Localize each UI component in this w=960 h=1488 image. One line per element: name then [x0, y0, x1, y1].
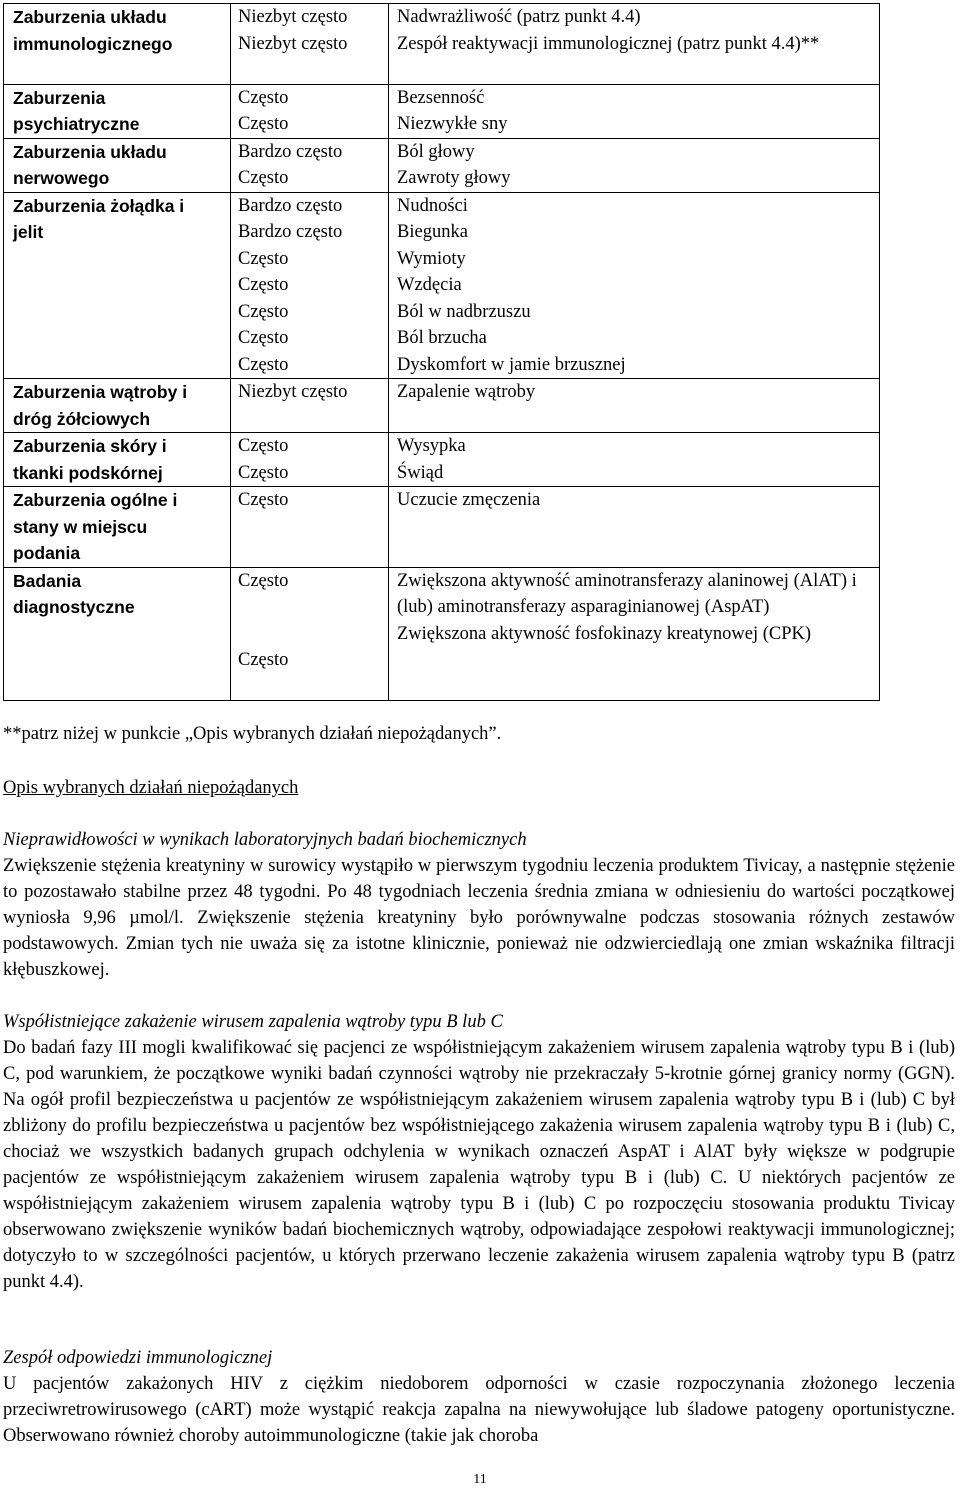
frequency-value: Często	[238, 114, 289, 134]
adverse-reaction-term: Niezwykłe sny	[397, 114, 508, 134]
table-row	[4, 567, 880, 701]
soc-line: psychiatryczne	[13, 114, 140, 134]
adverse-reaction-term: Uczucie zmęczenia	[397, 490, 541, 510]
paragraph: U pacjentów zakażonych HIV z ciężkim niedoborem odporności w czasie rozpoczynania złożonego leczenia przeciwretrowirusowego (cART) może wystąpić reakcja zapalna na niewywołujące lub śladowe patogeny oportunistyczne. Obserwowano również choroby autoimmunologiczne (takie jak choroba	[3, 1374, 955, 1446]
soc-line: Zaburzenia wątroby i	[13, 382, 188, 402]
table-row	[4, 192, 880, 379]
frequency-value: Niezbyt często	[238, 33, 348, 54]
frequency-value: Często	[238, 275, 289, 295]
soc-line: Zaburzenia żołądka i	[13, 195, 185, 216]
adverse-reaction-term: Wymioty	[397, 248, 466, 269]
adverse-reaction-term: Wysypka	[397, 436, 466, 456]
system-organ-class-cell	[4, 84, 231, 138]
soc-line: Zaburzenia układu	[13, 7, 167, 27]
frequency-cell	[231, 4, 389, 85]
soc-line: dróg żółciowych	[13, 408, 151, 429]
soc-line: Zaburzenia ogólne i	[13, 490, 178, 510]
frequency-cell	[231, 433, 389, 487]
adverse-reaction-term: Biegunka	[397, 222, 468, 242]
soc-line: podania	[13, 543, 81, 563]
adverse-reaction-term: Nadwrażliwość (patrz punkt 4.4)	[397, 7, 641, 27]
soc-line: Zaburzenia	[13, 87, 106, 108]
frequency-value: Często	[238, 570, 289, 591]
term-cell	[389, 433, 880, 487]
adverse-reaction-term: Zwiększona aktywność aminotransferazy alaninowej (AlAT) i (lub) aminotransferazy asparaginianowej (AspAT)	[397, 570, 857, 617]
soc-line: diagnostyczne	[13, 597, 135, 617]
term-cell	[389, 138, 880, 192]
soc-line: Zaburzenia układu	[13, 141, 167, 162]
table-row	[4, 138, 880, 192]
subsection-title: Nieprawidłowości w wynikach laboratoryjnych badań biochemicznych	[3, 830, 527, 850]
system-organ-class-cell	[4, 567, 231, 701]
table-row	[4, 379, 880, 433]
adverse-reaction-term: Wzdęcia	[397, 275, 462, 295]
frequency-value: Niezbyt często	[238, 7, 348, 27]
soc-line: nerwowego	[13, 168, 110, 188]
frequency-cell	[231, 84, 389, 138]
adverse-reaction-term: Ból w nadbrzuszu	[397, 301, 531, 322]
adverse-reaction-term: Zespół reaktywacji immunologicznej (patrz punkt 4.4)**	[397, 33, 820, 54]
table-row	[4, 433, 880, 487]
adverse-reaction-term: Zwiększona aktywność fosfokinazy kreatynowej (CPK)	[397, 623, 812, 644]
adverse-reaction-term: Zawroty głowy	[397, 168, 511, 188]
paragraph: Do badań fazy III mogli kwalifikować się pacjenci ze współistniejącym zakażeniem wirusem zapalenia wątroby typu B i (lub) C, pod warunkiem, że początkowe wyniki badań czynności wątroby nie przekraczały 5-krotnie górnej granicy normy (GGN). Na ogół profil bezpieczeństwa u pacjentów ze współistniejącym zakażeniem wirusem zapalenia wątroby typu B i (lub) C był zbliżony do profilu bezpieczeństwa u pacjentów bez współistniejącego zakażenia wirusem zapalenia wątroby typu B i (lub) C, chociaż we wszystkich badanych grupach odchylenia w wynikach oznaczeń AspAT i AlAT były większe w podgrupie pacjentów ze współistniejącym zakażeniem wirusem zapalenia wątroby typu B i (lub) C. U niektórych pacjentów ze współistniejącym zakażeniem wirusem zapalenia wątroby typu B i (lub) C po rozpoczęciu stosowania produktu Tivicay obserwowano zwiększenie wyników badań biochemicznych wątroby, odpowiadające zespołowi reaktywacji immunologicznej; dotyczyło to w szczególności pacjentów, u których przerwano leczenie zakażenia wirusem zapalenia wątroby typu B (patrz punkt 4.4).	[3, 1038, 955, 1292]
soc-line: tkanki podskórnej	[13, 462, 163, 483]
frequency-value: Bardzo często	[238, 141, 343, 162]
subsection-title: Współistniejące zakażenie wirusem zapalenia wątroby typu B lub C	[3, 1012, 503, 1032]
frequency-value: Często	[238, 301, 289, 322]
frequency-value: Często	[238, 328, 289, 348]
frequency-cell	[231, 192, 389, 379]
adverse-reaction-term: Ból głowy	[397, 141, 475, 162]
frequency-cell	[231, 138, 389, 192]
soc-line: stany w miejscu	[13, 516, 148, 537]
term-cell	[389, 567, 880, 701]
paragraph: Zwiększenie stężenia kreatyniny w surowicy wystąpiło w pierwszym tygodniu leczenia produktem Tivicay, a następnie stężenie to pozostawało stabilne przez 48 tygodni. Po 48 tygodniach leczenia średnia zmiana w odniesieniu do wartości początkowej wyniosła 9,96 µmol/l. Zwiększenie stężenia kreatyniny było porównywalne podczas stosowania różnych zestawów podstawowych. Zmian tych nie uważa się za istotne klinicznie, ponieważ nie odzwierciedlają one zmian wskaźnika filtracji kłębuszkowej.	[3, 856, 955, 980]
table-row	[4, 84, 880, 138]
immune-reconstitution-section	[3, 1345, 955, 1449]
frequency-value: Często	[238, 168, 289, 188]
section-heading: Opis wybranych działań niepożądanych	[3, 778, 299, 798]
adverse-reaction-term: Dyskomfort w jamie brzusznej	[397, 354, 626, 375]
adverse-reaction-term: Zapalenie wątroby	[397, 382, 536, 402]
system-organ-class-cell	[4, 192, 231, 379]
frequency-value: Często	[238, 490, 289, 510]
adverse-reaction-term: Ból brzucha	[397, 328, 487, 348]
frequency-value: Bardzo często	[238, 195, 343, 216]
table-row	[4, 487, 880, 568]
lab-abnormalities-section	[3, 827, 955, 983]
frequency-cell	[231, 379, 389, 433]
frequency-cell	[231, 487, 389, 568]
system-organ-class-cell	[4, 379, 231, 433]
frequency-value: Bardzo często	[238, 222, 343, 242]
frequency-value: Niezbyt często	[238, 382, 348, 402]
table-row	[4, 4, 880, 85]
term-cell	[389, 4, 880, 85]
system-organ-class-cell	[4, 433, 231, 487]
subsection-title: Zespół odpowiedzi immunologicznej	[3, 1348, 273, 1368]
frequency-value: Często	[238, 436, 289, 456]
frequency-value: Często	[238, 248, 289, 269]
frequency-value: Często	[238, 650, 289, 670]
table-footnote: **patrz niżej w punkcie „Opis wybranych działań niepożądanych”.	[3, 724, 502, 744]
adverse-reaction-term: Nudności	[397, 195, 468, 216]
adverse-reactions-table	[3, 3, 880, 701]
term-cell	[389, 379, 880, 433]
term-cell	[389, 487, 880, 568]
adverse-reaction-term: Bezsenność	[397, 87, 485, 108]
system-organ-class-cell	[4, 487, 231, 568]
soc-line: Zaburzenia skóry i	[13, 436, 167, 456]
system-organ-class-cell	[4, 138, 231, 192]
page-number: 11	[473, 1472, 487, 1487]
frequency-value: Często	[238, 87, 289, 108]
soc-line: jelit	[13, 222, 44, 242]
system-organ-class-cell	[4, 4, 231, 85]
soc-line: Badania	[13, 570, 82, 591]
term-cell	[389, 192, 880, 379]
term-cell	[389, 84, 880, 138]
soc-line: immunologicznego	[13, 33, 173, 54]
frequency-value: Często	[238, 354, 289, 375]
frequency-cell	[231, 567, 389, 701]
hepatitis-coinfection-section	[3, 1009, 955, 1295]
adverse-reaction-term: Świąd	[397, 462, 444, 483]
frequency-value: Często	[238, 462, 289, 483]
